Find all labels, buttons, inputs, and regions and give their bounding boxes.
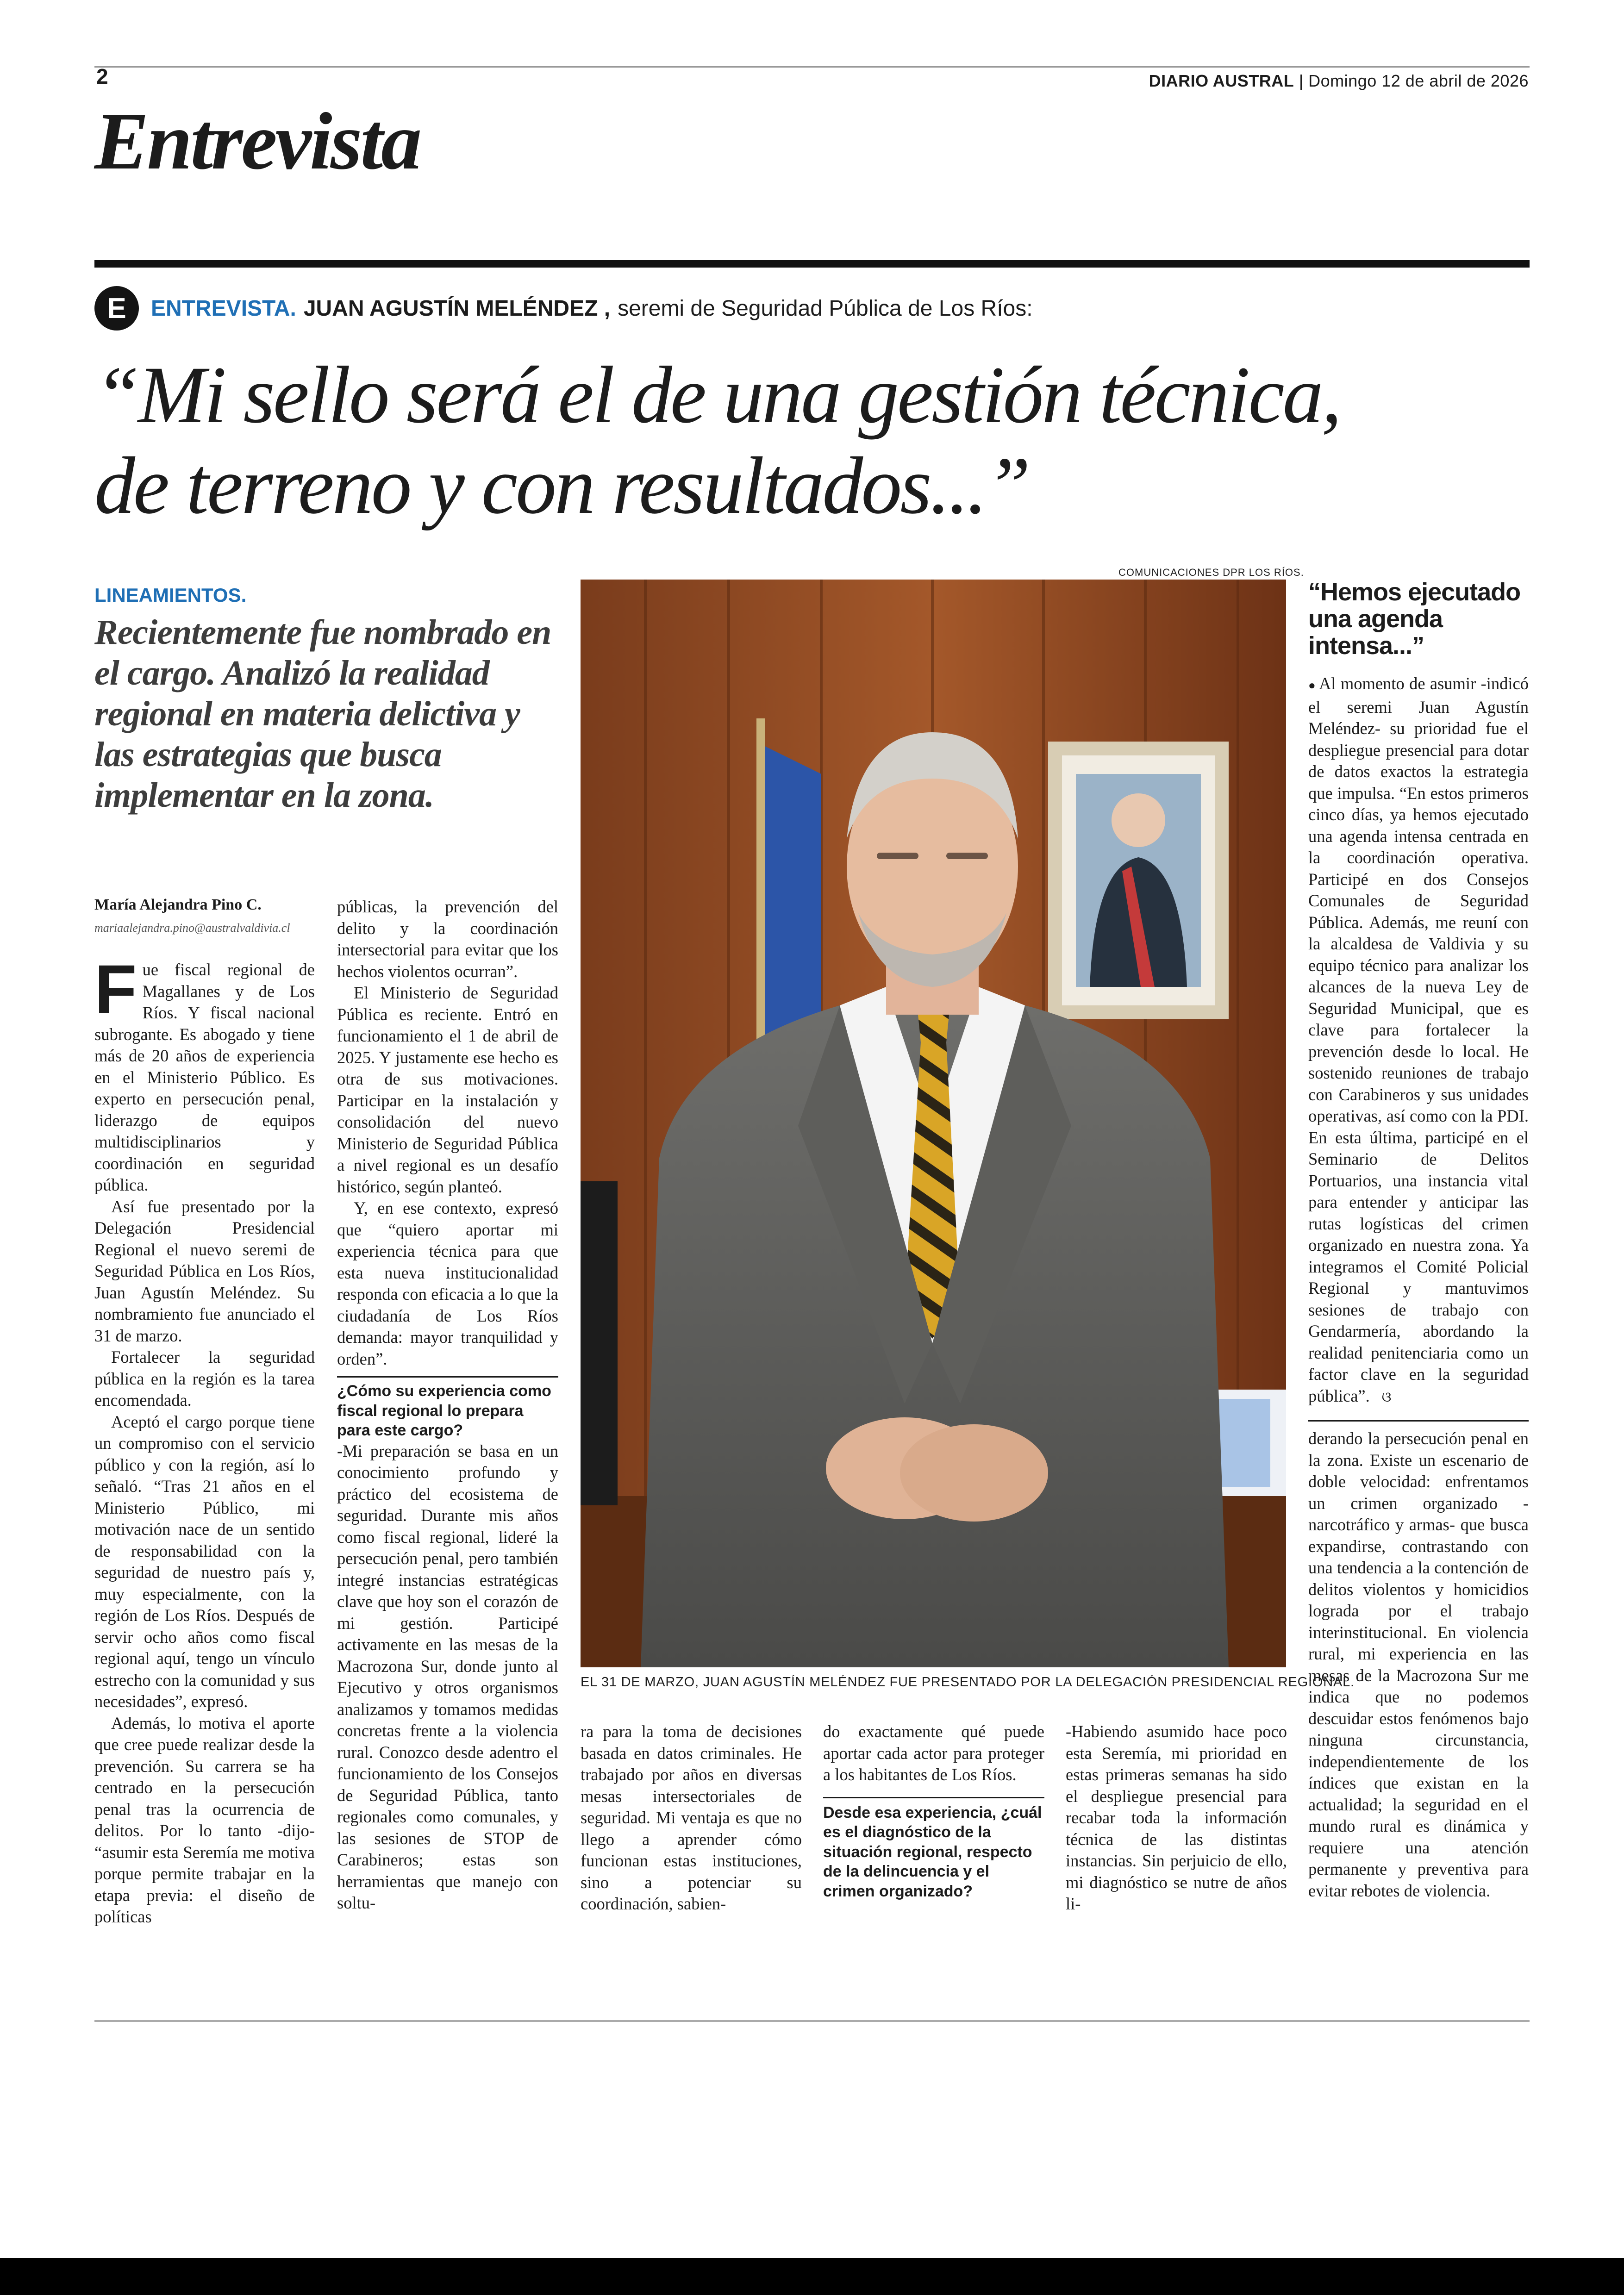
headline-line-2: de terreno y con resultados...” bbox=[94, 441, 1029, 531]
end-mark-icon: ଓ bbox=[1381, 1389, 1392, 1405]
top-rule bbox=[94, 66, 1530, 68]
body-paragraph: Así fue presentado por la Delegación Presidencial Regional el nuevo seremi de Seguridad Pública en Los Ríos, Juan Agustín Meléndez. Su nombramiento fue anunciado el 31 de marzo. bbox=[94, 1197, 315, 1345]
section-title: Entrevista bbox=[94, 96, 420, 187]
sidebar-paragraph: Al momento de asumir -indicó el seremi Juan Agustín Meléndez- su prioridad fue el despliegue presencial para dotar de datos exactos la estrategia que impulsa. “En estos primeros cinco días, ya hemos ejecutado una agenda intensa centrada en la coordinación operativa. Participé en dos Consejos Comunales de Seguridad Pública. Además, me reuní con la alcaldesa de Valdivia y su equipo técnico para analizar los alcances de la nueva Ley de Seguridad Municipal, que es clave para fortalecer la prevención desde lo local. He sostenido reuniones de trabajo con Carabineros y sus unidades operativas, así como con la PDI. En esta última, participé en el Seminario de Delitos Portuarios, una instancia vital para entender y anticipar las rutas logísticas del crimen organizado en nuestra zona. Ya integramos el Comité Policial Regional y mantuvimos sesiones de trabajo con Gendarmería, abordando la realidad penitenciaria como un factor clave en la seguridad pública”. bbox=[1308, 674, 1529, 1405]
interview-question: ¿Cómo su experiencia como fiscal regional lo prepara para este cargo? bbox=[337, 1382, 551, 1439]
sidebar-rule bbox=[1308, 1420, 1529, 1422]
section-rule bbox=[94, 260, 1530, 268]
body-paragraph: públicas, la prevención del delito y la coordinación intersectorial para evitar que los hechos violentos ocurran”. bbox=[337, 897, 558, 981]
drop-cap: F bbox=[94, 950, 137, 1028]
body-paragraph: El Ministerio de Seguridad Pública es reciente. Entró en funcionamiento el 1 de abril de 2025. Y justamente ese hecho es otra de sus motivaciones. Participar en la instalación y consolidación del nuevo Ministerio de Seguridad Pública a nivel regional es un desafío histórico, según planteó. bbox=[337, 983, 558, 1196]
body-paragraph: ra para la toma de decisiones basada en datos criminales. He trabajado por años en diversas mesas intersectoriales de seguridad. Mi ventaja es que no llego a aprender cómo funcionan estas instituciones, sino a potenciar su coordinación, sabien- bbox=[581, 1722, 802, 1913]
body-column-3 bbox=[581, 1721, 802, 1915]
sidebar-title: “Hemos ejecutado una agenda intensa...” bbox=[1308, 578, 1521, 660]
author-name: María Alejandra Pino C. bbox=[94, 896, 262, 913]
bottom-band bbox=[0, 2258, 1624, 2295]
body-paragraph: do exactamente qué puede aportar cada actor para proteger a los habitantes de Los Ríos. bbox=[823, 1722, 1044, 1784]
kicker-badge: E bbox=[94, 286, 139, 331]
portrait-photo bbox=[581, 580, 1286, 1667]
lead-text: Recientemente fue nombrado en el cargo. Analizó la realidad regional en materia delictiva y las estrategias que busca implementar en la zona. bbox=[94, 613, 551, 815]
masthead bbox=[1149, 71, 1529, 91]
body-column-1 bbox=[94, 950, 315, 1928]
kicker bbox=[94, 285, 1033, 331]
publication-date: | Domingo 12 de abril de 2026 bbox=[1299, 71, 1529, 90]
interview-question: Desde esa experiencia, ¿cuál es el diagnóstico de la situación regional, respecto de la delincuencia y el crimen organizado? bbox=[823, 1803, 1042, 1900]
body-column-2 bbox=[337, 896, 558, 1914]
body-paragraph: ue fiscal regional de Magallanes y de Los Ríos. Y fiscal nacional subrogante. Es abogado y tiene más de 20 años de experiencia en el Ministerio Público. Es experto en persecución penal, liderazgo de equipos multidisciplinarios y coordinación en seguridad pública. bbox=[94, 960, 315, 1194]
sidebar-column bbox=[1308, 673, 1529, 1902]
kicker-role: seremi de Seguridad Pública de Los Ríos: bbox=[618, 296, 1033, 321]
kicker-label: ENTREVISTA. bbox=[151, 296, 296, 321]
footer-rule bbox=[94, 2020, 1530, 2022]
headline bbox=[94, 350, 1548, 531]
photo-credit: COMUNICACIONES DPR LOS RÍOS. bbox=[1118, 567, 1304, 578]
publication-name: DIARIO AUSTRAL bbox=[1149, 71, 1294, 90]
lead-label: LINEAMIENTOS. bbox=[94, 584, 247, 606]
body-paragraph: Aceptó el cargo porque tiene un compromiso con el servicio público y con la región, así lo señaló. “Tras 21 años en el Ministerio Público, mi motivación nace de un sentido de responsabilidad con la seguridad de nuestro país y, muy especialmente, con la región de Los Ríos. Después de servir ocho años como fiscal regional aquí, tengo un vínculo estrecho con la comunidad y sus necesidades”, expresó. bbox=[94, 1412, 315, 1711]
body-paragraph: derando la persecución penal en la zona. Existe un escenario de doble velocidad: enfrentamos un crimen organizado -narcotráfico y armas- que busca expandirse, contrastando con una tendencia a la contención de delitos violentos y homicidios lograda por el trabajo interinstitucional. En violencia rural, mi experiencia en las mesas de la Macrozona Sur me indica que no podemos descuidar estos fenómenos bajo ninguna circunstancia, independientemente de los índices que existan en la actualidad; la seguridad en el mundo rural es dinámica y requiere una atención permanente y preventiva para evitar rebotes de violencia. bbox=[1308, 1429, 1529, 1900]
kicker-name: JUAN AGUSTÍN MELÉNDEZ , bbox=[303, 296, 611, 321]
bullet-icon: ● bbox=[1308, 679, 1316, 692]
body-paragraph: Y, en ese contexto, expresó que “quiero aportar mi experiencia técnica para que esta nueva institucionalidad responda con eficacia a lo que la ciudadanía de Los Ríos demanda: mayor tranquilidad y orden”. bbox=[337, 1198, 558, 1368]
body-paragraph: Fortalecer la seguridad pública en la región es la tarea encomendada. bbox=[94, 1347, 315, 1409]
body-paragraph: -Mi preparación se basa en un conocimiento profundo y práctico del ecosistema de seguridad. Durante mis años como fiscal regional, lideré la persecución penal, pero también integré instancias estratégicas clave que hoy son el corazón de mi gestión. Participé activamente en las mesas de la Macrozona Sur, donde junto al Ejecutivo y otros organismos analizamos y tomamos medidas concretas frente a la violencia rural. Conozco desde adentro el funcionamiento de los Consejos de Seguridad Pública, tanto regionales como comunales, y las sesiones de STOP de Carabineros; estas son herramientas que manejo con soltu- bbox=[337, 1441, 558, 1912]
question-rule bbox=[823, 1797, 1044, 1798]
photo-caption: EL 31 DE MARZO, JUAN AGUSTÍN MELÉNDEZ FUE PRESENTADO POR LA DELEGACIÓN PRESIDENCIAL REGIONAL. bbox=[581, 1675, 1355, 1690]
page-number: 2 bbox=[96, 64, 108, 88]
body-column-5 bbox=[1066, 1721, 1287, 1915]
body-paragraph: Además, lo motiva el aporte que cree puede realizar desde la prevención. Su carrera se ha centrado en la persecución penal tras la ocurrencia de delitos. Por lo tanto -dijo- “asumir esta Seremía me motiva porque permite trabajar en la etapa previa: el diseño de políticas bbox=[94, 1713, 315, 1926]
author-email: mariaalejandra.pino@australvaldivia.cl bbox=[94, 921, 290, 935]
body-column-4 bbox=[823, 1721, 1044, 1901]
headline-line-1: “Mi sello será el de una gestión técnica, bbox=[94, 350, 1340, 440]
body-paragraph: -Habiendo asumido hace poco esta Seremía, mi prioridad en estas primeras semanas ha sido el despliegue presencial para recabar toda la información técnica de las distintas instancias. Sin perjuicio de ello, mi diagnóstico se nutre de años li- bbox=[1066, 1722, 1287, 1913]
question-rule bbox=[337, 1376, 558, 1378]
